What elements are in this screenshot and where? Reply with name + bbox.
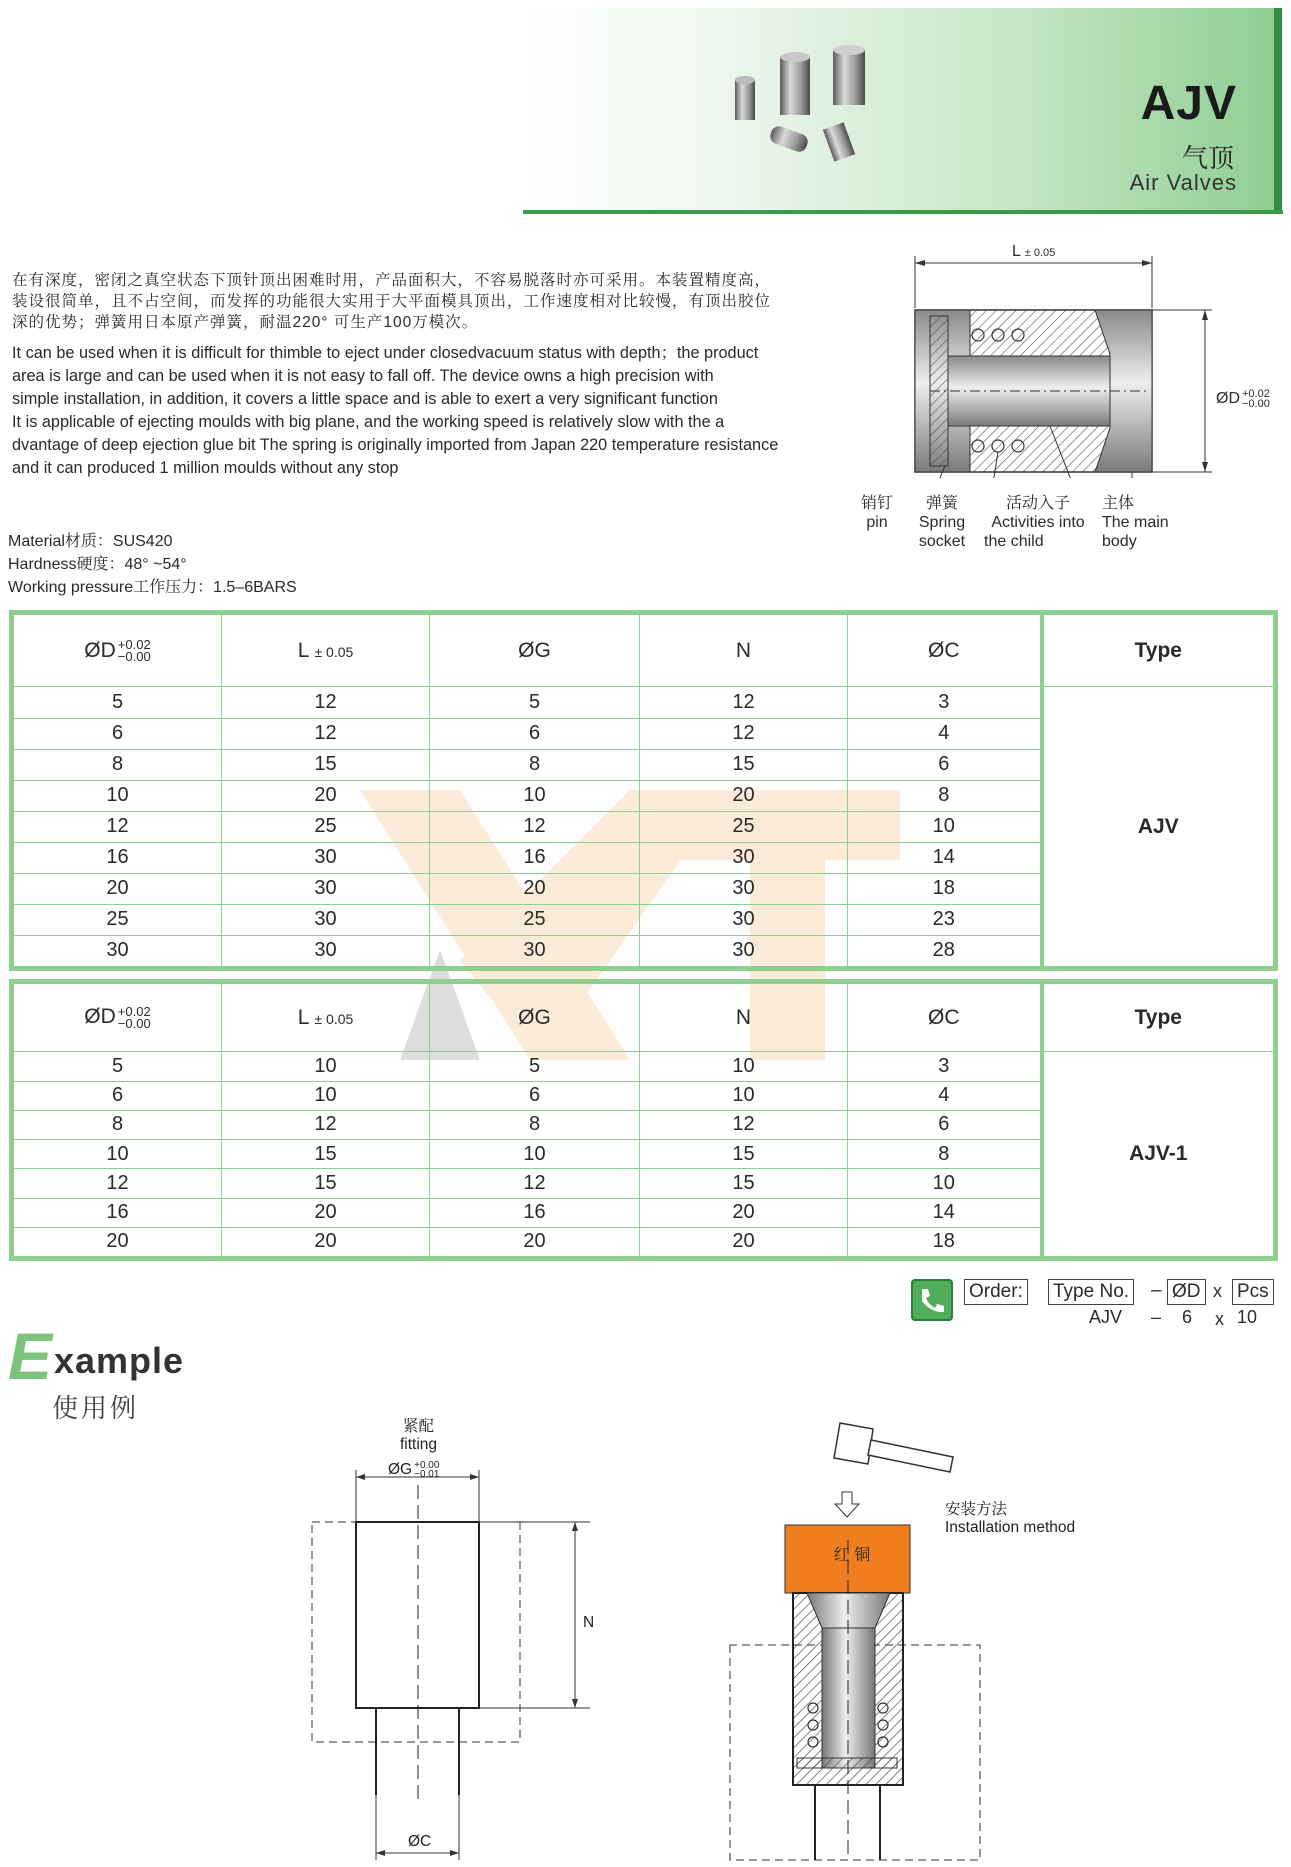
table-cell: 8: [14, 749, 222, 780]
table-cell: 8: [430, 1110, 640, 1139]
table-cell: 30: [14, 935, 222, 966]
table-header-row: [14, 984, 1274, 1052]
table-cell: 10: [14, 780, 222, 811]
table-cell: 30: [640, 842, 848, 873]
table-cell: 20: [14, 1227, 222, 1256]
table-cell: 10: [640, 1052, 848, 1081]
table-cell: 5: [14, 1052, 222, 1081]
part-en: body: [1102, 533, 1137, 550]
description-en-line: and it can produced 1 million moulds without any stop: [12, 459, 399, 477]
spec-pressure: Working pressure工作压力：1.5–6BARS: [8, 579, 297, 596]
table-row: [14, 687, 1274, 718]
table-cell: 30: [640, 873, 848, 904]
tol-minus: −0.00: [1242, 398, 1270, 410]
type-cell: AJV: [1042, 687, 1274, 967]
dim-length-label: L: [1012, 243, 1021, 260]
col-d: ØD +0.02 −0.00: [14, 615, 222, 687]
order-example-pcs: 10: [1237, 1307, 1258, 1327]
part-cn: 销钉: [860, 495, 893, 512]
tol-plus: +0.02: [1242, 388, 1270, 400]
dim-length-tol: ± 0.05: [1024, 247, 1056, 259]
installation-cn: 安装方法: [945, 1501, 1008, 1518]
table-cell: 30: [640, 935, 848, 966]
fitting-drawing: [300, 1465, 600, 1865]
table-cell: 12: [14, 811, 222, 842]
fitting-c-dim: ØC: [408, 1833, 432, 1850]
phone-icon: [911, 1279, 953, 1321]
description-cn-line: 深的优势；弹簧用日本原产弹簧，耐温220° 可生产100万模次。: [12, 314, 479, 331]
order-example-dash: –: [1151, 1307, 1162, 1327]
table-cell: 10: [430, 780, 640, 811]
table-cell: 20: [14, 873, 222, 904]
table-cell: 20: [640, 1227, 848, 1256]
part-en: the child: [984, 533, 1044, 550]
col-type: Type: [1042, 984, 1274, 1052]
table-header-row: [14, 615, 1274, 687]
table-cell: 16: [14, 842, 222, 873]
table-cell: 20: [640, 1198, 848, 1227]
description-cn-line: 装设很简单，且不占空间，而发挥的功能很大实用于大平面模具顶出，工作速度相对比较慢，有顶出胶位: [12, 293, 772, 310]
col-d: ØD +0.02 −0.00: [14, 984, 222, 1052]
installation-en: Installation method: [945, 1519, 1076, 1536]
table-cell: 3: [848, 1052, 1042, 1081]
table-cell: 10: [848, 1169, 1042, 1198]
medium-valve-part: [780, 57, 810, 115]
table-cell: 4: [848, 718, 1042, 749]
order-diameter: ØD: [1167, 1279, 1206, 1305]
table-cell: 10: [14, 1140, 222, 1169]
description-en-line: It can be used when it is difficult for thimble to eject under closedvacuum status with depth；the product: [12, 344, 759, 362]
table-cell: 20: [222, 1198, 430, 1227]
table-cell: 4: [848, 1081, 1042, 1110]
table-cell: 25: [222, 811, 430, 842]
table-cell: 15: [222, 749, 430, 780]
table-cell: 23: [848, 904, 1042, 935]
page-title: AJV: [1140, 77, 1237, 130]
dim-diameter-label: ØD: [1216, 390, 1240, 407]
table-cell: 25: [14, 904, 222, 935]
part-en: The main: [1102, 514, 1169, 531]
example-title-cn: 使用例: [52, 1393, 140, 1423]
dim-length: [1012, 243, 1055, 261]
description-en-line: area is large and can be used when it is not easy to fall off. The device owns a high precision with: [12, 367, 714, 385]
part-en: socket: [918, 533, 966, 550]
fitting-cn: 紧配: [403, 1418, 435, 1435]
table-cell: 18: [848, 1227, 1042, 1256]
table-cell: 12: [222, 1110, 430, 1139]
table-cell: 10: [848, 811, 1042, 842]
spec-material: Material材质：SUS420: [8, 533, 173, 550]
part-en: Activities into: [991, 514, 1085, 531]
tilted-valve-part: [823, 122, 855, 161]
order-x: x: [1213, 1281, 1222, 1301]
table-cell: 15: [640, 1140, 848, 1169]
down-arrow-icon: [835, 1492, 859, 1517]
table-cell: 10: [640, 1081, 848, 1110]
table-cell: 5: [14, 687, 222, 718]
cross-section-drawing: [900, 238, 1280, 478]
table-cell: 6: [430, 718, 640, 749]
col-g: ØG: [430, 984, 640, 1052]
product-photo: [730, 45, 880, 170]
fitting-en: fitting: [400, 1436, 438, 1453]
dimension-table-ajv: [9, 610, 1278, 971]
col-n: N: [640, 615, 848, 687]
fitting-g-dim: ØG +0.00 −0.01: [388, 1460, 440, 1480]
table-cell: 8: [430, 749, 640, 780]
table-cell: 12: [14, 1169, 222, 1198]
table-cell: 30: [640, 904, 848, 935]
table-cell: 20: [430, 873, 640, 904]
dimension-table-ajv-1: [9, 979, 1278, 1261]
col-type: Type: [1042, 615, 1274, 687]
order-label: Order:: [964, 1279, 1028, 1305]
order-type-no: Type No.: [1048, 1279, 1134, 1305]
part-cn: 弹簧: [925, 495, 958, 512]
part-cn: 活动入子: [1005, 495, 1070, 512]
table-cell: 12: [640, 1110, 848, 1139]
description-en-line: simple installation, in addition, it covers a little space and is able to exert a very significant function: [12, 390, 718, 408]
table-cell: 12: [430, 811, 640, 842]
order-example-d: 6: [1182, 1307, 1193, 1327]
table-cell: 25: [640, 811, 848, 842]
table-cell: 6: [430, 1081, 640, 1110]
table-cell: 6: [14, 718, 222, 749]
page-subtitle-cn: 气顶: [1181, 143, 1234, 173]
g-label: ØG: [388, 1461, 413, 1478]
table-cell: 18: [848, 873, 1042, 904]
table-cell: 12: [640, 718, 848, 749]
table-cell: 15: [640, 749, 848, 780]
table-cell: 30: [222, 842, 430, 873]
table-cell: 15: [222, 1169, 430, 1198]
table-cell: 12: [640, 687, 848, 718]
table-cell: 16: [14, 1198, 222, 1227]
table-cell: 30: [222, 904, 430, 935]
table-cell: 14: [848, 842, 1042, 873]
description-en: [12, 342, 892, 480]
col-n: N: [640, 984, 848, 1052]
table-cell: 6: [848, 749, 1042, 780]
header-side-bar: [1274, 8, 1282, 213]
table-cell: 12: [222, 687, 430, 718]
description-cn-line: 在有深度，密闭之真空状态下顶针顶出困难时用，产品面积大，不容易脱落时亦可采用。本装置精度高，: [12, 272, 772, 289]
dim-diameter-tol: [1242, 389, 1270, 409]
order-example-x: x: [1215, 1309, 1224, 1329]
table-cell: 20: [640, 780, 848, 811]
dim-diameter: [1216, 389, 1270, 409]
table-cell: 20: [430, 1227, 640, 1256]
col-g: ØG: [430, 615, 640, 687]
table-cell: 5: [430, 687, 640, 718]
table-cell: 12: [222, 718, 430, 749]
table-cell: 10: [222, 1052, 430, 1081]
table-cell: 25: [430, 904, 640, 935]
page-subtitle-en: Air Valves: [1129, 170, 1237, 195]
header-underline: [523, 210, 1283, 214]
small-valve-part: [735, 80, 755, 120]
table-cell: 28: [848, 935, 1042, 966]
description-en-line: dvantage of deep ejection glue bit The spring is originally imported from Japan 220 temperature resistance: [12, 436, 779, 454]
order-example-type: AJV: [1089, 1307, 1123, 1327]
part-label-insert: [982, 494, 1094, 551]
col-l: L ± 0.05: [222, 615, 430, 687]
type-cell: AJV-1: [1042, 1052, 1274, 1257]
order-dash: –: [1151, 1280, 1162, 1301]
installation-label: [945, 1497, 1075, 1537]
large-valve-part: [833, 50, 865, 105]
order-pcs: Pcs: [1232, 1279, 1274, 1305]
col-c: ØC: [848, 984, 1042, 1052]
part-en: Spring: [918, 514, 966, 531]
part-cn: 主体: [1102, 495, 1135, 512]
table-cell: 3: [848, 687, 1042, 718]
table-cell: 16: [430, 1198, 640, 1227]
hammer-icon: [834, 1423, 953, 1472]
part-label-pin: [852, 494, 902, 532]
table-cell: 30: [430, 935, 640, 966]
table-cell: 10: [430, 1140, 640, 1169]
description-en-line: It is applicable of ejecting moulds with big plane, and the working speed is relatively slow with the a: [12, 413, 725, 431]
table-cell: 10: [222, 1081, 430, 1110]
table-row: [14, 1052, 1274, 1081]
table-cell: 16: [430, 842, 640, 873]
table-cell: 8: [14, 1110, 222, 1139]
table-cell: 15: [222, 1140, 430, 1169]
table-cell: 8: [848, 1140, 1042, 1169]
example-title: xample: [54, 1340, 185, 1381]
table-cell: 5: [430, 1052, 640, 1081]
example-initial: E: [8, 1319, 53, 1393]
description-cn: [12, 270, 852, 333]
table-cell: 20: [222, 1227, 430, 1256]
part-label-body: [1102, 494, 1182, 551]
spec-hardness: Hardness硬度：48° ~54°: [8, 556, 187, 573]
table-cell: 6: [848, 1110, 1042, 1139]
lying-valve-part: [768, 124, 810, 154]
col-l: L ± 0.05: [222, 984, 430, 1052]
table-cell: 14: [848, 1198, 1042, 1227]
table-cell: 30: [222, 935, 430, 966]
col-c: ØC: [848, 615, 1042, 687]
installation-drawing: [725, 1420, 985, 1865]
table-cell: 12: [430, 1169, 640, 1198]
part-en: pin: [866, 514, 888, 531]
fitting-n-dim: N: [583, 1614, 595, 1631]
table-cell: 15: [640, 1169, 848, 1198]
fitting-label: [400, 1414, 437, 1454]
table-cell: 6: [14, 1081, 222, 1110]
copper-label: 红 铜: [833, 1547, 871, 1564]
table-cell: 20: [222, 780, 430, 811]
part-label-spring: [912, 494, 972, 551]
table-cell: 30: [222, 873, 430, 904]
table-cell: 8: [848, 780, 1042, 811]
